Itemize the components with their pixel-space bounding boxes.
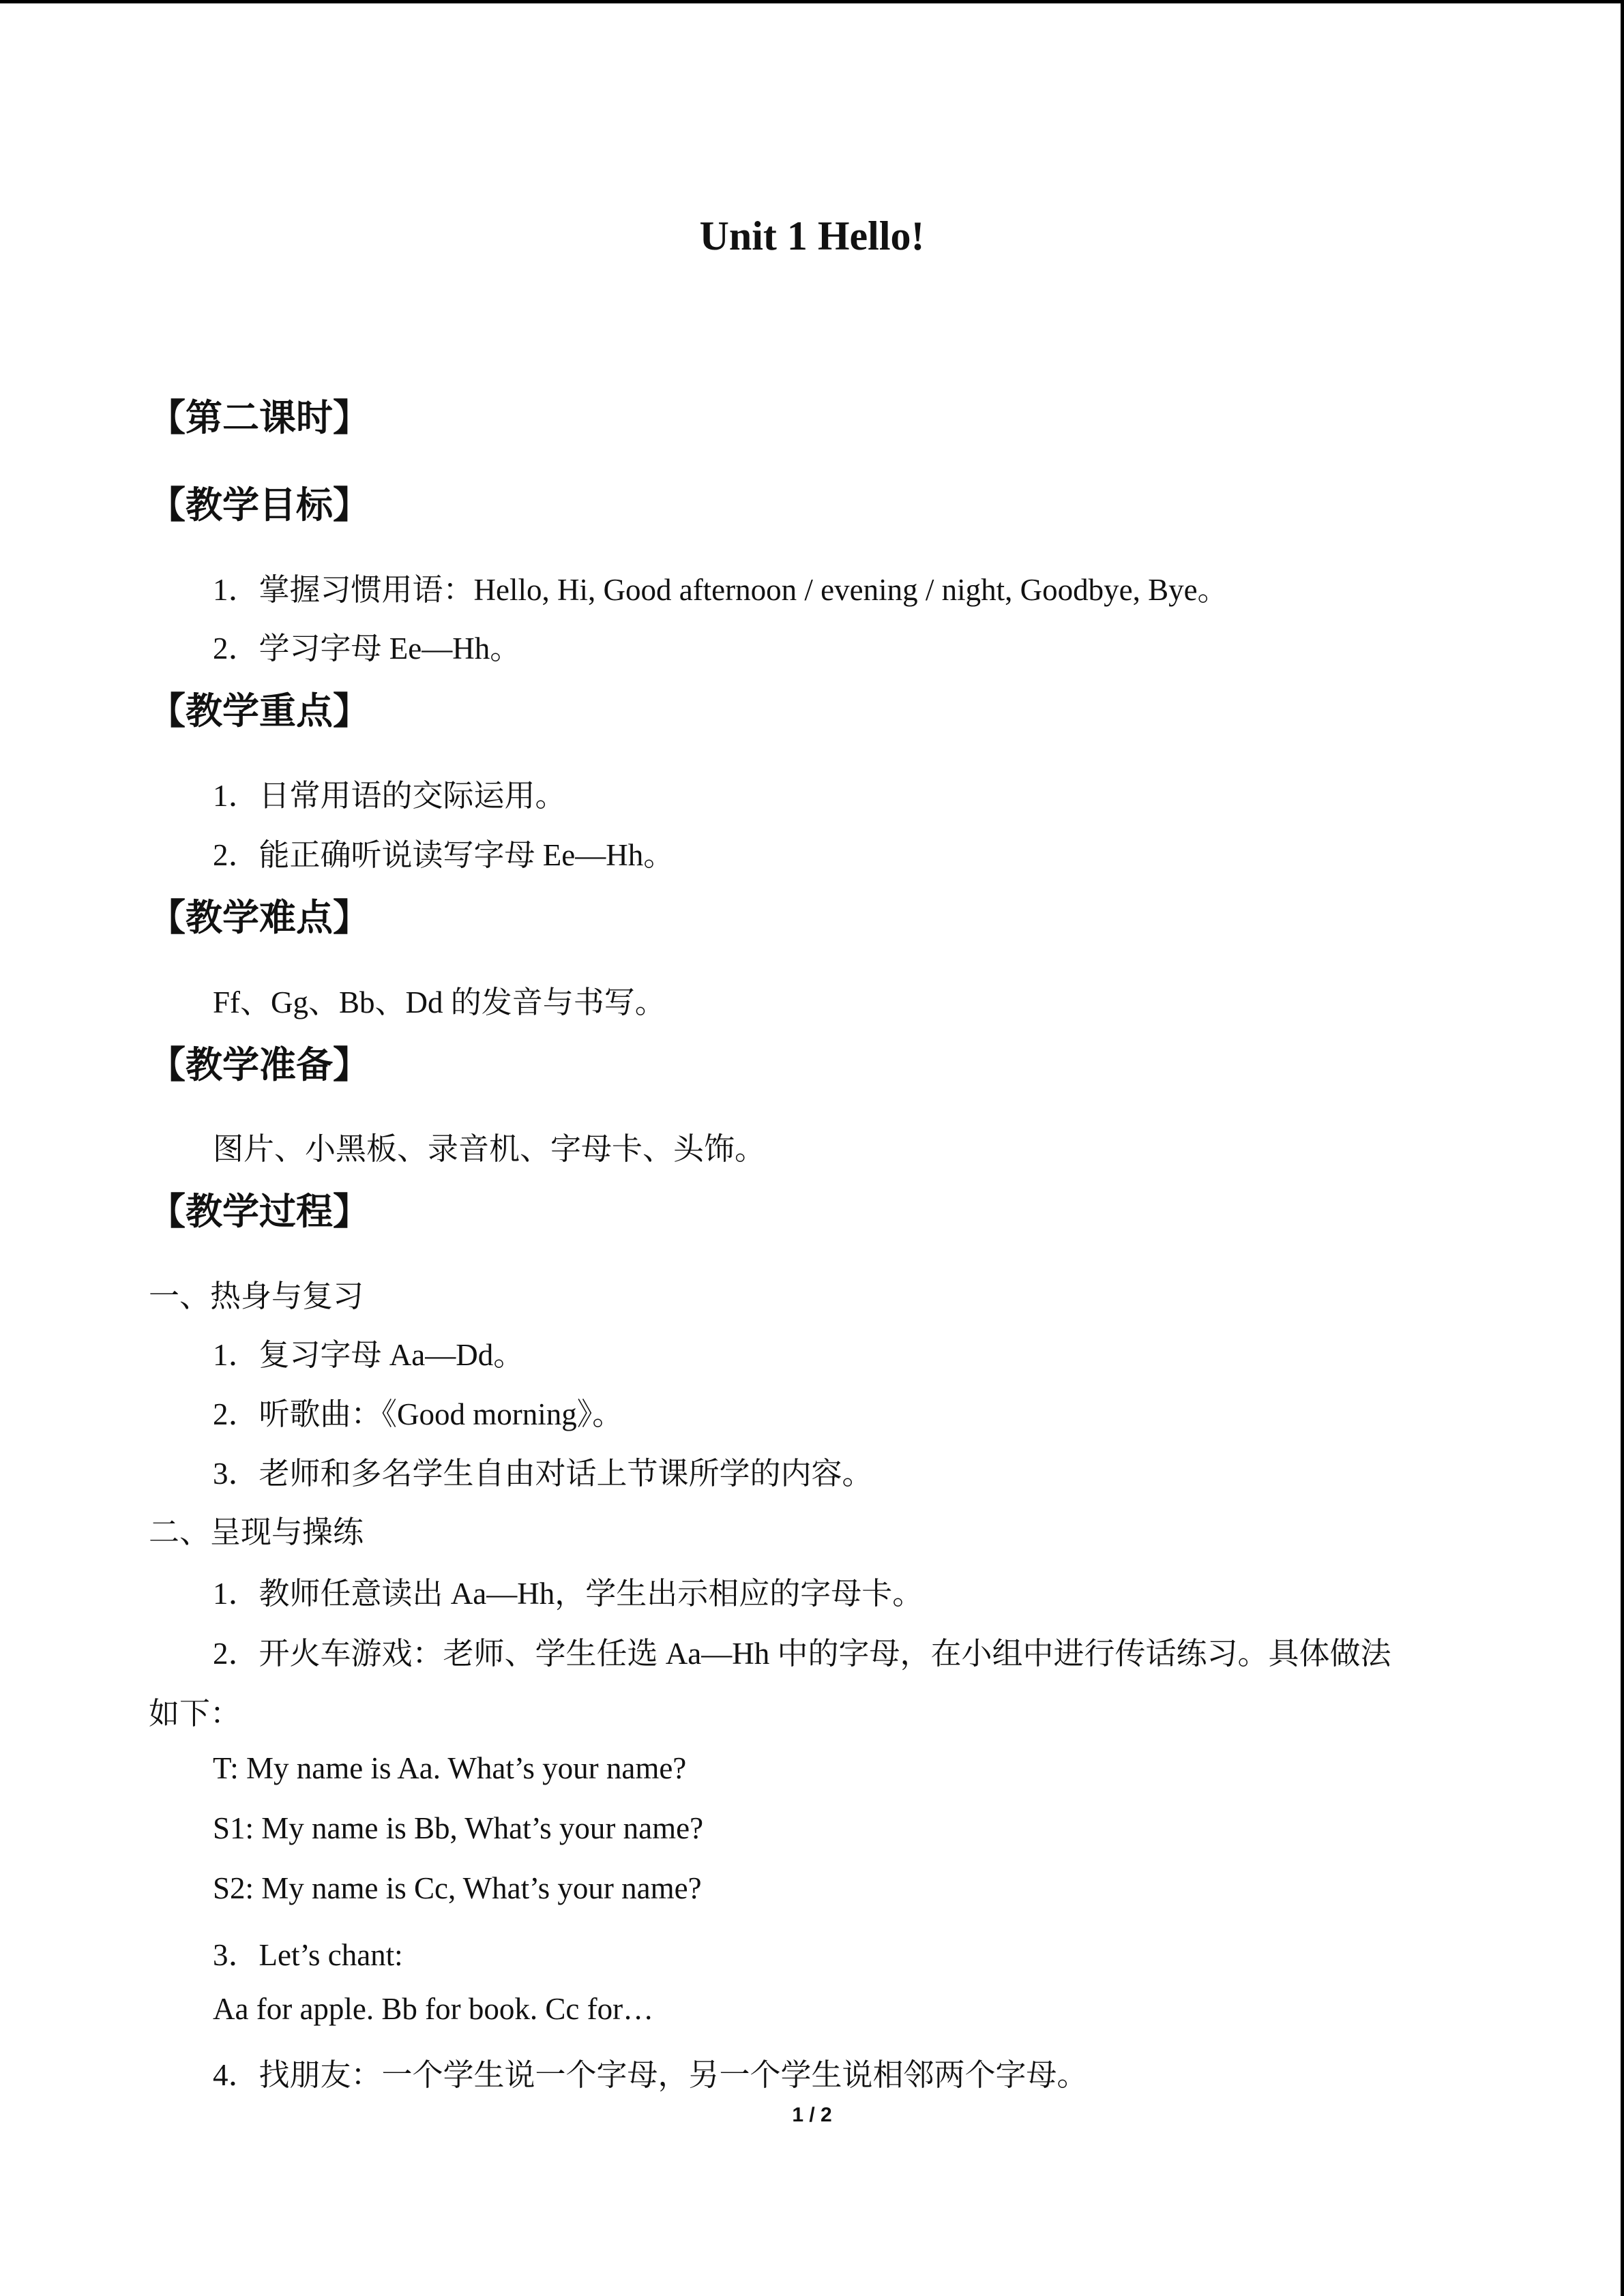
presentation-item-continued: 如下：: [149, 1697, 241, 1731]
dialogue-line: S2: My name is Cc, What’s your name?: [213, 1871, 702, 1905]
page-border-right: [1621, 0, 1624, 2296]
heading-preparation: 【教学准备】: [149, 1043, 370, 1086]
presentation-item: 1．教师任意读出 Aa—Hh，学生出示相应的字母卡。: [213, 1577, 924, 1611]
section-title-warmup: 一、热身与复习: [149, 1279, 364, 1313]
key-point-item: 1．日常用语的交际运用。: [213, 779, 566, 813]
dialogue-line: T: My name is Aa. What’s your name?: [213, 1751, 687, 1785]
presentation-item: 4．找朋友：一个学生说一个字母，另一个学生说相邻两个字母。: [213, 2058, 1088, 2092]
warmup-item: 3．老师和多名学生自由对话上节课所学的内容。: [213, 1457, 873, 1491]
page-number: 1 / 2: [792, 2104, 832, 2126]
heading-period: 【第二课时】: [149, 396, 370, 439]
warmup-item: 2．听歌曲：《Good morning》。: [213, 1397, 623, 1431]
heading-process: 【教学过程】: [149, 1190, 370, 1233]
dialogue-line: S1: My name is Bb, What’s your name?: [213, 1811, 704, 1845]
page-border-top: [0, 0, 1624, 3]
section-title-presentation: 二、呈现与操练: [149, 1515, 364, 1549]
document-title: Unit 1 Hello!: [699, 213, 925, 258]
warmup-item: 1．复习字母 Aa—Dd。: [213, 1338, 525, 1372]
difficulties-text: Ff、Gg、Bb、Dd 的发音与书写。: [213, 985, 666, 1019]
key-point-item: 2．能正确听说读写字母 Ee—Hh。: [213, 838, 675, 872]
preparation-text: 图片、小黑板、录音机、字母卡、头饰。: [213, 1132, 766, 1166]
chant-text: Aa for apple. Bb for book. Cc for…: [213, 1992, 654, 2026]
heading-objectives: 【教学目标】: [149, 483, 370, 526]
objective-item: 2．学习字母 Ee—Hh。: [213, 631, 521, 666]
presentation-item: 3．Let’s chant:: [213, 1938, 403, 1972]
heading-difficulties: 【教学难点】: [149, 896, 370, 939]
heading-key-points: 【教学重点】: [149, 689, 370, 732]
presentation-item: 2．开火车游戏：老师、学生任选 Aa—Hh 中的字母，在小组中进行传话练习。具体做法: [213, 1637, 1391, 1671]
objective-item: 1．掌握习惯用语：Hello, Hi, Good afternoon / evening / night, Goodbye, Bye。: [213, 573, 1228, 607]
